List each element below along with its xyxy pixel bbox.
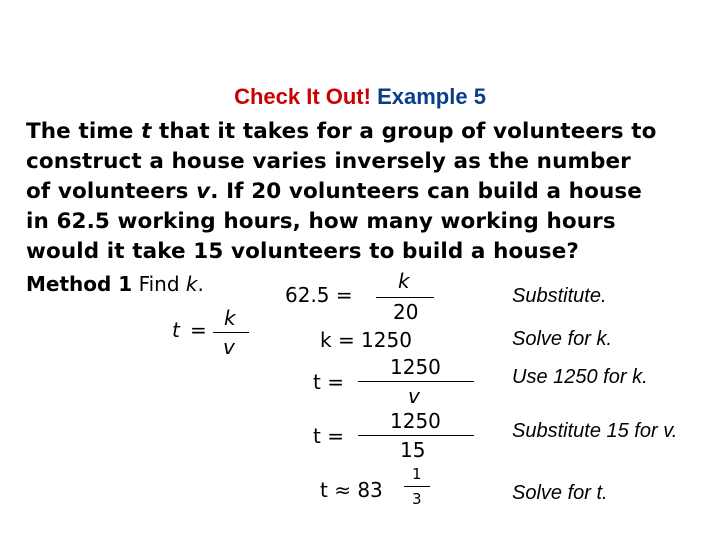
var-t: t [141, 119, 152, 144]
title-example: Example 5 [377, 84, 486, 109]
problem-line-5: would it take 15 volunteers to build a house? [26, 239, 579, 264]
step5-numerator: 1 [412, 465, 422, 483]
step3-fraction-bar [358, 381, 474, 382]
step4-note: Substitute 15 for v. [512, 420, 678, 442]
step1-fraction-bar [376, 297, 434, 298]
method-label: Method 1 [26, 272, 133, 296]
method-heading: Method 1 Find k. [26, 272, 204, 296]
step5-lhs: t ≈ 83 [320, 478, 383, 502]
problem-line-2: construct a house varies inversely as the number [26, 149, 631, 174]
step4-denominator: 15 [400, 438, 426, 462]
step1-note: Substitute. [512, 285, 607, 307]
problem-line-1: The time t that it takes for a group of volunteers to [26, 119, 657, 144]
step4-lhs: t = [313, 424, 344, 448]
step5-denominator: 3 [412, 490, 422, 508]
step2-note: Solve for k. [512, 328, 613, 350]
formula-denominator: v [223, 335, 235, 359]
formula-numerator: k [224, 306, 236, 330]
step1-lhs: 62.5 = [285, 283, 353, 307]
step1-denominator: 20 [393, 300, 419, 324]
formula-fraction-bar [213, 332, 249, 333]
step3-numerator: 1250 [390, 355, 441, 379]
title-check-it-out: Check It Out! [234, 84, 371, 109]
formula-eq: = [190, 318, 207, 342]
step2-expr: k = 1250 [320, 328, 412, 352]
step3-lhs: t = [313, 370, 344, 394]
step5-note: Solve for t. [512, 482, 608, 504]
problem-line-3: of volunteers v. If 20 volunteers can build a house [26, 179, 642, 204]
var-v: v [196, 179, 211, 204]
problem-line-4: in 62.5 working hours, how many working hours [26, 209, 616, 234]
step1-numerator: k [398, 269, 410, 293]
step4-numerator: 1250 [390, 409, 441, 433]
slide-title [0, 84, 720, 110]
step3-denominator: v [408, 384, 420, 408]
step4-fraction-bar [358, 435, 474, 436]
formula-lhs: t [172, 318, 180, 342]
step5-fraction-bar [404, 486, 430, 487]
step3-note: Use 1250 for k. [512, 366, 648, 388]
